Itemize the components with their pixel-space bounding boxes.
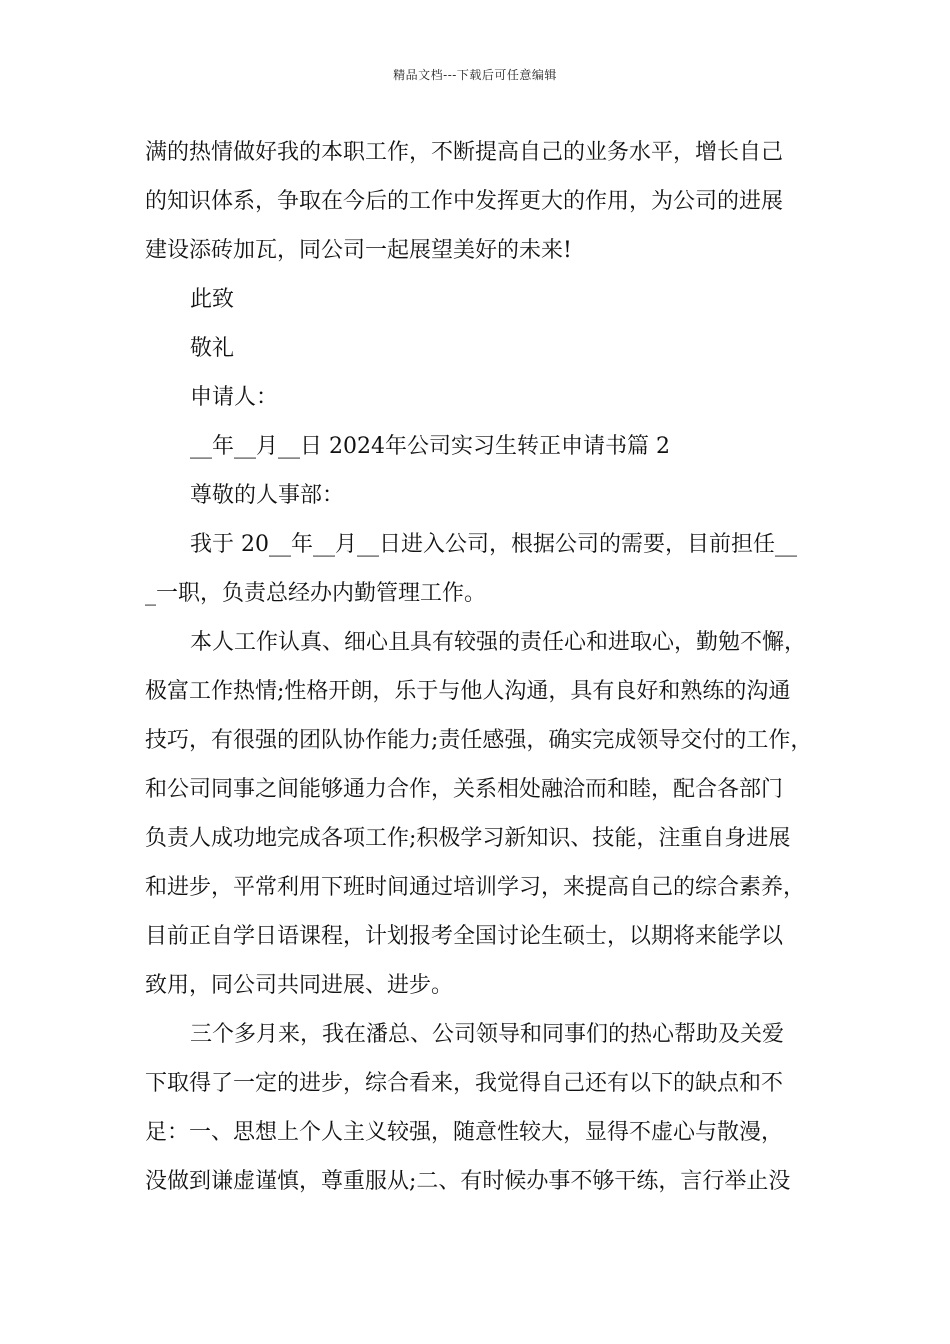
salutation-line: 此致 <box>190 287 235 312</box>
text-line: 我于 20__年__月__日进入公司，根据公司的需要，目前担任__ <box>190 532 797 557</box>
text-line: 足：一、思想上个人主义较强，随意性较大，显得不虚心与散漫， <box>145 1120 784 1145</box>
text-line: 没做到谦虚谨慎，尊重服从;二、有时候办事不够干练，言行举止没 <box>145 1169 791 1194</box>
text-line: 致用，同公司共同进展、进步。 <box>145 973 454 998</box>
applicant-line: 申请人： <box>190 385 279 410</box>
text-line: 本人工作认真、细心且具有较强的责任心和进取心，勤勉不懈， <box>190 630 807 655</box>
greeting-line: 尊敬的人事部： <box>190 483 345 508</box>
text-line: 和进步，平常利用下班时间通过培训学习，来提高自己的综合素养， <box>145 875 806 900</box>
text-line: 满的热情做好我的本职工作，不断提高自己的业务水平，增长自己 <box>145 140 784 165</box>
text-line: 技巧，有很强的团队协作能力;责任感强，确实完成领导交付的工作， <box>145 728 813 753</box>
text-line: 下取得了一定的进步，综合看来，我觉得自己还有以下的缺点和不 <box>145 1071 784 1096</box>
text-line: 极富工作热情;性格开朗，乐于与他人沟通，具有良好和熟练的沟通 <box>145 679 791 704</box>
text-line: 和公司同事之间能够通力合作，关系相处融洽而和睦，配合各部门 <box>145 777 784 802</box>
document-body <box>145 128 835 1206</box>
salutation-line: 敬礼 <box>190 336 235 361</box>
text-line: _一职，负责总经办内勤管理工作。 <box>145 581 487 606</box>
date-title-line: __年__月__日 2024年公司实习生转正申请书篇 2 <box>190 434 670 459</box>
page-header: 精品文档---下载后可任意编辑 <box>393 68 557 82</box>
text-line: 目前正自学日语课程，计划报考全国讨论生硕士，以期将来能学以 <box>145 924 784 949</box>
text-line: 建设添砖加瓦，同公司一起展望美好的未来! <box>145 238 572 263</box>
text-line: 三个多月来，我在潘总、公司领导和同事们的热心帮助及关爱 <box>190 1022 785 1047</box>
text-line: 负责人成功地完成各项工作;积极学习新知识、技能，注重自身进展 <box>145 826 791 851</box>
text-line: 的知识体系，争取在今后的工作中发挥更大的作用，为公司的进展 <box>145 189 784 214</box>
